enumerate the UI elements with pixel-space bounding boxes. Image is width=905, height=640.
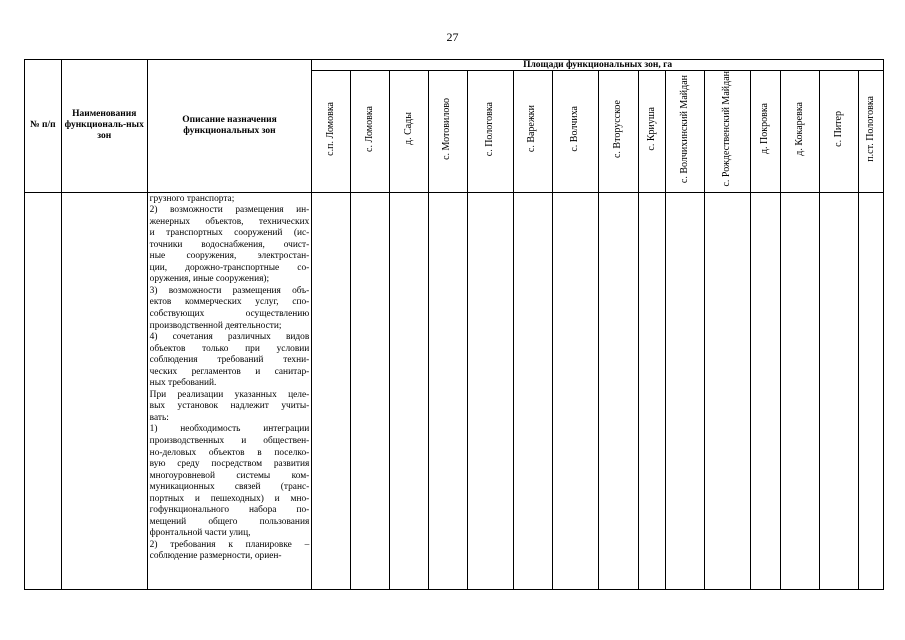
header-settlement <box>750 71 781 193</box>
cell-area <box>312 192 351 589</box>
settlement-label: с. Вторусское <box>612 99 624 158</box>
description-line: но-деловых объектов в поселко- <box>149 447 310 458</box>
header-zone-areas: Площади функциональных зон, га <box>312 60 884 71</box>
header-settlement <box>552 71 598 193</box>
description-line: ные сооружения, электростан- <box>149 251 310 262</box>
description-line: 1) необходимость интеграции <box>149 424 310 435</box>
settlement-label: п.ст. Пологовка <box>864 95 876 162</box>
header-settlement <box>598 71 639 193</box>
description-line: ектов коммерческих услуг, спо- <box>149 297 310 308</box>
cell-zone-description <box>147 192 312 589</box>
cell-area <box>598 192 639 589</box>
description-line: грузного транспорта; <box>149 193 235 204</box>
description-line: 3) возможности размещения объ- <box>149 285 310 296</box>
header-settlement <box>781 71 820 193</box>
header-settlement <box>859 71 884 193</box>
functional-zones-table <box>24 59 884 590</box>
description-line: 4) сочетания различных видов <box>149 332 310 343</box>
description-line: вую среду посредством развития <box>149 459 310 470</box>
cell-zone-name <box>61 192 147 589</box>
description-line: гофункционального набора по- <box>149 505 310 516</box>
settlement-label: с. Варежки <box>526 105 538 153</box>
cell-area <box>859 192 884 589</box>
settlement-label: с.п. Ломовка <box>324 101 336 156</box>
cell-num <box>25 192 62 589</box>
settlement-label: с. Ломовка <box>363 105 375 152</box>
header-settlement <box>704 71 750 193</box>
header-settlement <box>428 71 467 193</box>
header-settlement <box>351 71 390 193</box>
cell-area <box>552 192 598 589</box>
description-line: и транспортных сооружений (ис- <box>149 228 310 239</box>
cell-area <box>750 192 781 589</box>
header-settlement <box>467 71 513 193</box>
settlement-label: д. Сады <box>402 112 414 146</box>
description-line: 2) требования к планировке – <box>149 539 310 550</box>
description-line: соблюдение размерности, ориен- <box>149 551 282 562</box>
page-number: 27 <box>446 30 459 44</box>
description-line: 2) возможности размещения ин- <box>149 205 310 216</box>
header-row-1 <box>25 60 884 71</box>
settlement-label: с. Волчихинский Майдан <box>678 74 690 183</box>
settlement-label: с. Пологовка <box>483 101 495 156</box>
header-settlement <box>820 71 859 193</box>
settlement-label: с. Криуша <box>645 106 657 151</box>
description-line: ции, дорожно-транспортные со- <box>149 262 310 273</box>
header-zone-name: Наименования функциональ-ных зон <box>61 60 147 193</box>
cell-area <box>428 192 467 589</box>
cell-area <box>665 192 704 589</box>
table-row <box>25 192 884 589</box>
header-settlement <box>389 71 428 193</box>
description-line: точники водоснабжения, очист- <box>149 239 310 250</box>
cell-area <box>704 192 750 589</box>
cell-area <box>351 192 390 589</box>
description-line: оружения, иные сооружения); <box>149 274 270 285</box>
settlement-label: с. Волчиха <box>568 105 580 152</box>
header-settlement <box>513 71 552 193</box>
description-line: вать: <box>149 412 169 423</box>
cell-area <box>781 192 820 589</box>
settlement-label: с. Мотовилово <box>441 97 453 160</box>
description-line: муникационных связей (транс- <box>149 482 310 493</box>
description-line: производственной деятельности; <box>149 320 282 331</box>
header-settlement <box>639 71 666 193</box>
description-line: производственных и обществен- <box>149 436 310 446</box>
description-line: женерных объектов, технических <box>149 216 310 227</box>
description-line: мещений общего пользования <box>149 516 310 527</box>
cell-area <box>513 192 552 589</box>
description-line: многоуровневой системы ком- <box>149 470 310 481</box>
description-line: портных и пешеходных) и мно- <box>149 493 310 504</box>
settlement-label: с. Рождественский Майдан <box>721 71 733 187</box>
header-settlement <box>312 71 351 193</box>
header-zone-description: Описание назначения функциональных зон <box>147 60 312 193</box>
settlement-label: д. Покровка <box>759 103 771 155</box>
header-num: № п/п <box>25 60 62 193</box>
description-line: вых установок надлежит учиты- <box>149 401 310 412</box>
header-settlement <box>665 71 704 193</box>
cell-area <box>639 192 666 589</box>
settlement-label: д. Кокаревка <box>794 101 806 156</box>
cell-area <box>467 192 513 589</box>
description-line: ческих регламентов и санитар- <box>149 366 310 377</box>
description-line: соблюдения требований техни- <box>149 355 310 366</box>
cell-area <box>389 192 428 589</box>
description-line: объектов только при условии <box>149 343 310 354</box>
cell-area <box>820 192 859 589</box>
settlement-label: с. Питер <box>833 110 844 147</box>
description-line: собствующих осуществлению <box>149 308 310 319</box>
description-line: фронтальной части улиц, <box>149 528 251 539</box>
description-line: ных требований. <box>149 378 217 389</box>
description-line: При реализации указанных целе- <box>149 389 310 400</box>
